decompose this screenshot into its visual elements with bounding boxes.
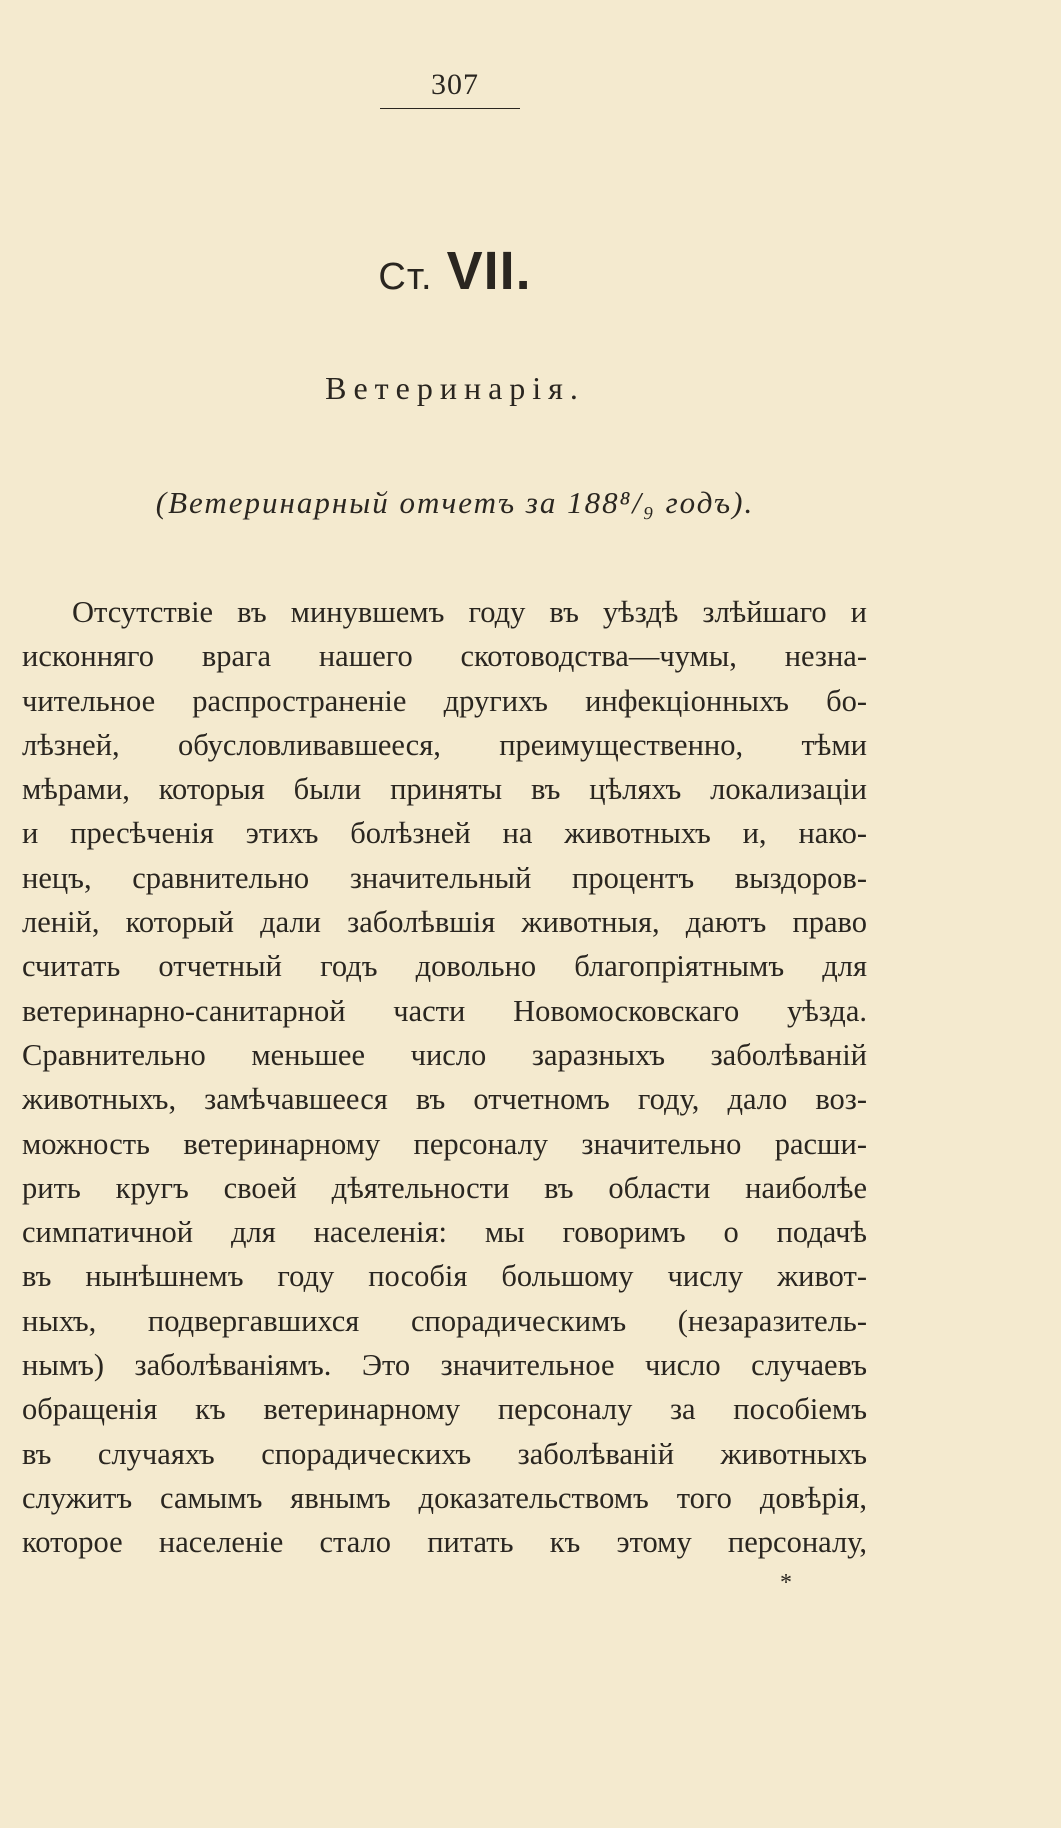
body-line: лѣзней, обусловливавшееся, преимущественно, тѣми — [22, 727, 867, 762]
section-subtitle: (Ветеринарный отчетъ за 188⁸/₉ годъ). — [155, 485, 755, 520]
chapter-heading — [0, 240, 910, 302]
body-line: ныхъ, подвергавшихся спорадическимъ (незаразитель- — [22, 1303, 867, 1338]
body-line: рить кругъ своей дѣятельности въ области наиболѣе — [22, 1170, 867, 1205]
body-line: обращенія къ ветеринарному персоналу за пособіемъ — [22, 1392, 867, 1427]
body-line: нецъ, сравнительно значительный процентъ выздоров- — [22, 860, 867, 895]
body-line: Сравнительно меньшее число заразныхъ заболѣваній — [22, 1037, 867, 1072]
section-title: Ветеринарія. — [325, 370, 585, 406]
body-line: служитъ самымъ явнымъ доказательствомъ того довѣрія, — [22, 1480, 867, 1515]
body-line: исконняго врага нашего скотоводства—чумы, незна- — [22, 639, 867, 674]
body-line: и пресѣченія этихъ болѣзней на животныхъ и, нако- — [22, 816, 867, 851]
chapter-prefix: Ст. — [378, 256, 433, 298]
body-line: въ нынѣшнемъ году пособія большому числу живот- — [22, 1259, 867, 1294]
chapter-numeral: VII. — [446, 241, 532, 301]
page-number: 307 — [431, 68, 479, 101]
body-line: чительное распространеніе другихъ инфекціонныхъ бо- — [22, 683, 867, 718]
body-line: мѣрами, которыя были приняты въ цѣляхъ локализаціи — [22, 772, 867, 807]
body-line: нымъ) заболѣваніямъ. Это значительное число случаевъ — [22, 1348, 867, 1383]
body-line: считать отчетный годъ довольно благопріятнымъ для — [22, 949, 867, 984]
body-line: леній, который дали заболѣвшія животныя, даютъ право — [22, 905, 867, 940]
body-line: можность ветеринарному персоналу значительно расши- — [22, 1126, 867, 1161]
body-line: въ случаяхъ спорадическихъ заболѣваній животныхъ — [22, 1436, 867, 1471]
footnote-mark: * — [780, 1570, 792, 1596]
page-number-rule — [380, 108, 520, 109]
body-text — [22, 590, 867, 1565]
body-line: которое населеніе стало питать къ этому персоналу, — [22, 1525, 867, 1560]
body-line: симпатичной для населенія: мы говоримъ о подачѣ — [22, 1215, 867, 1250]
body-line: ветеринарно-санитарной части Новомосковскаго уѣзда. — [22, 993, 867, 1028]
body-line: животныхъ, замѣчавшееся въ отчетномъ году, дало воз- — [22, 1082, 867, 1117]
body-line: Отсутствіе въ минувшемъ году въ уѣздѣ злѣйшаго и — [72, 595, 867, 629]
